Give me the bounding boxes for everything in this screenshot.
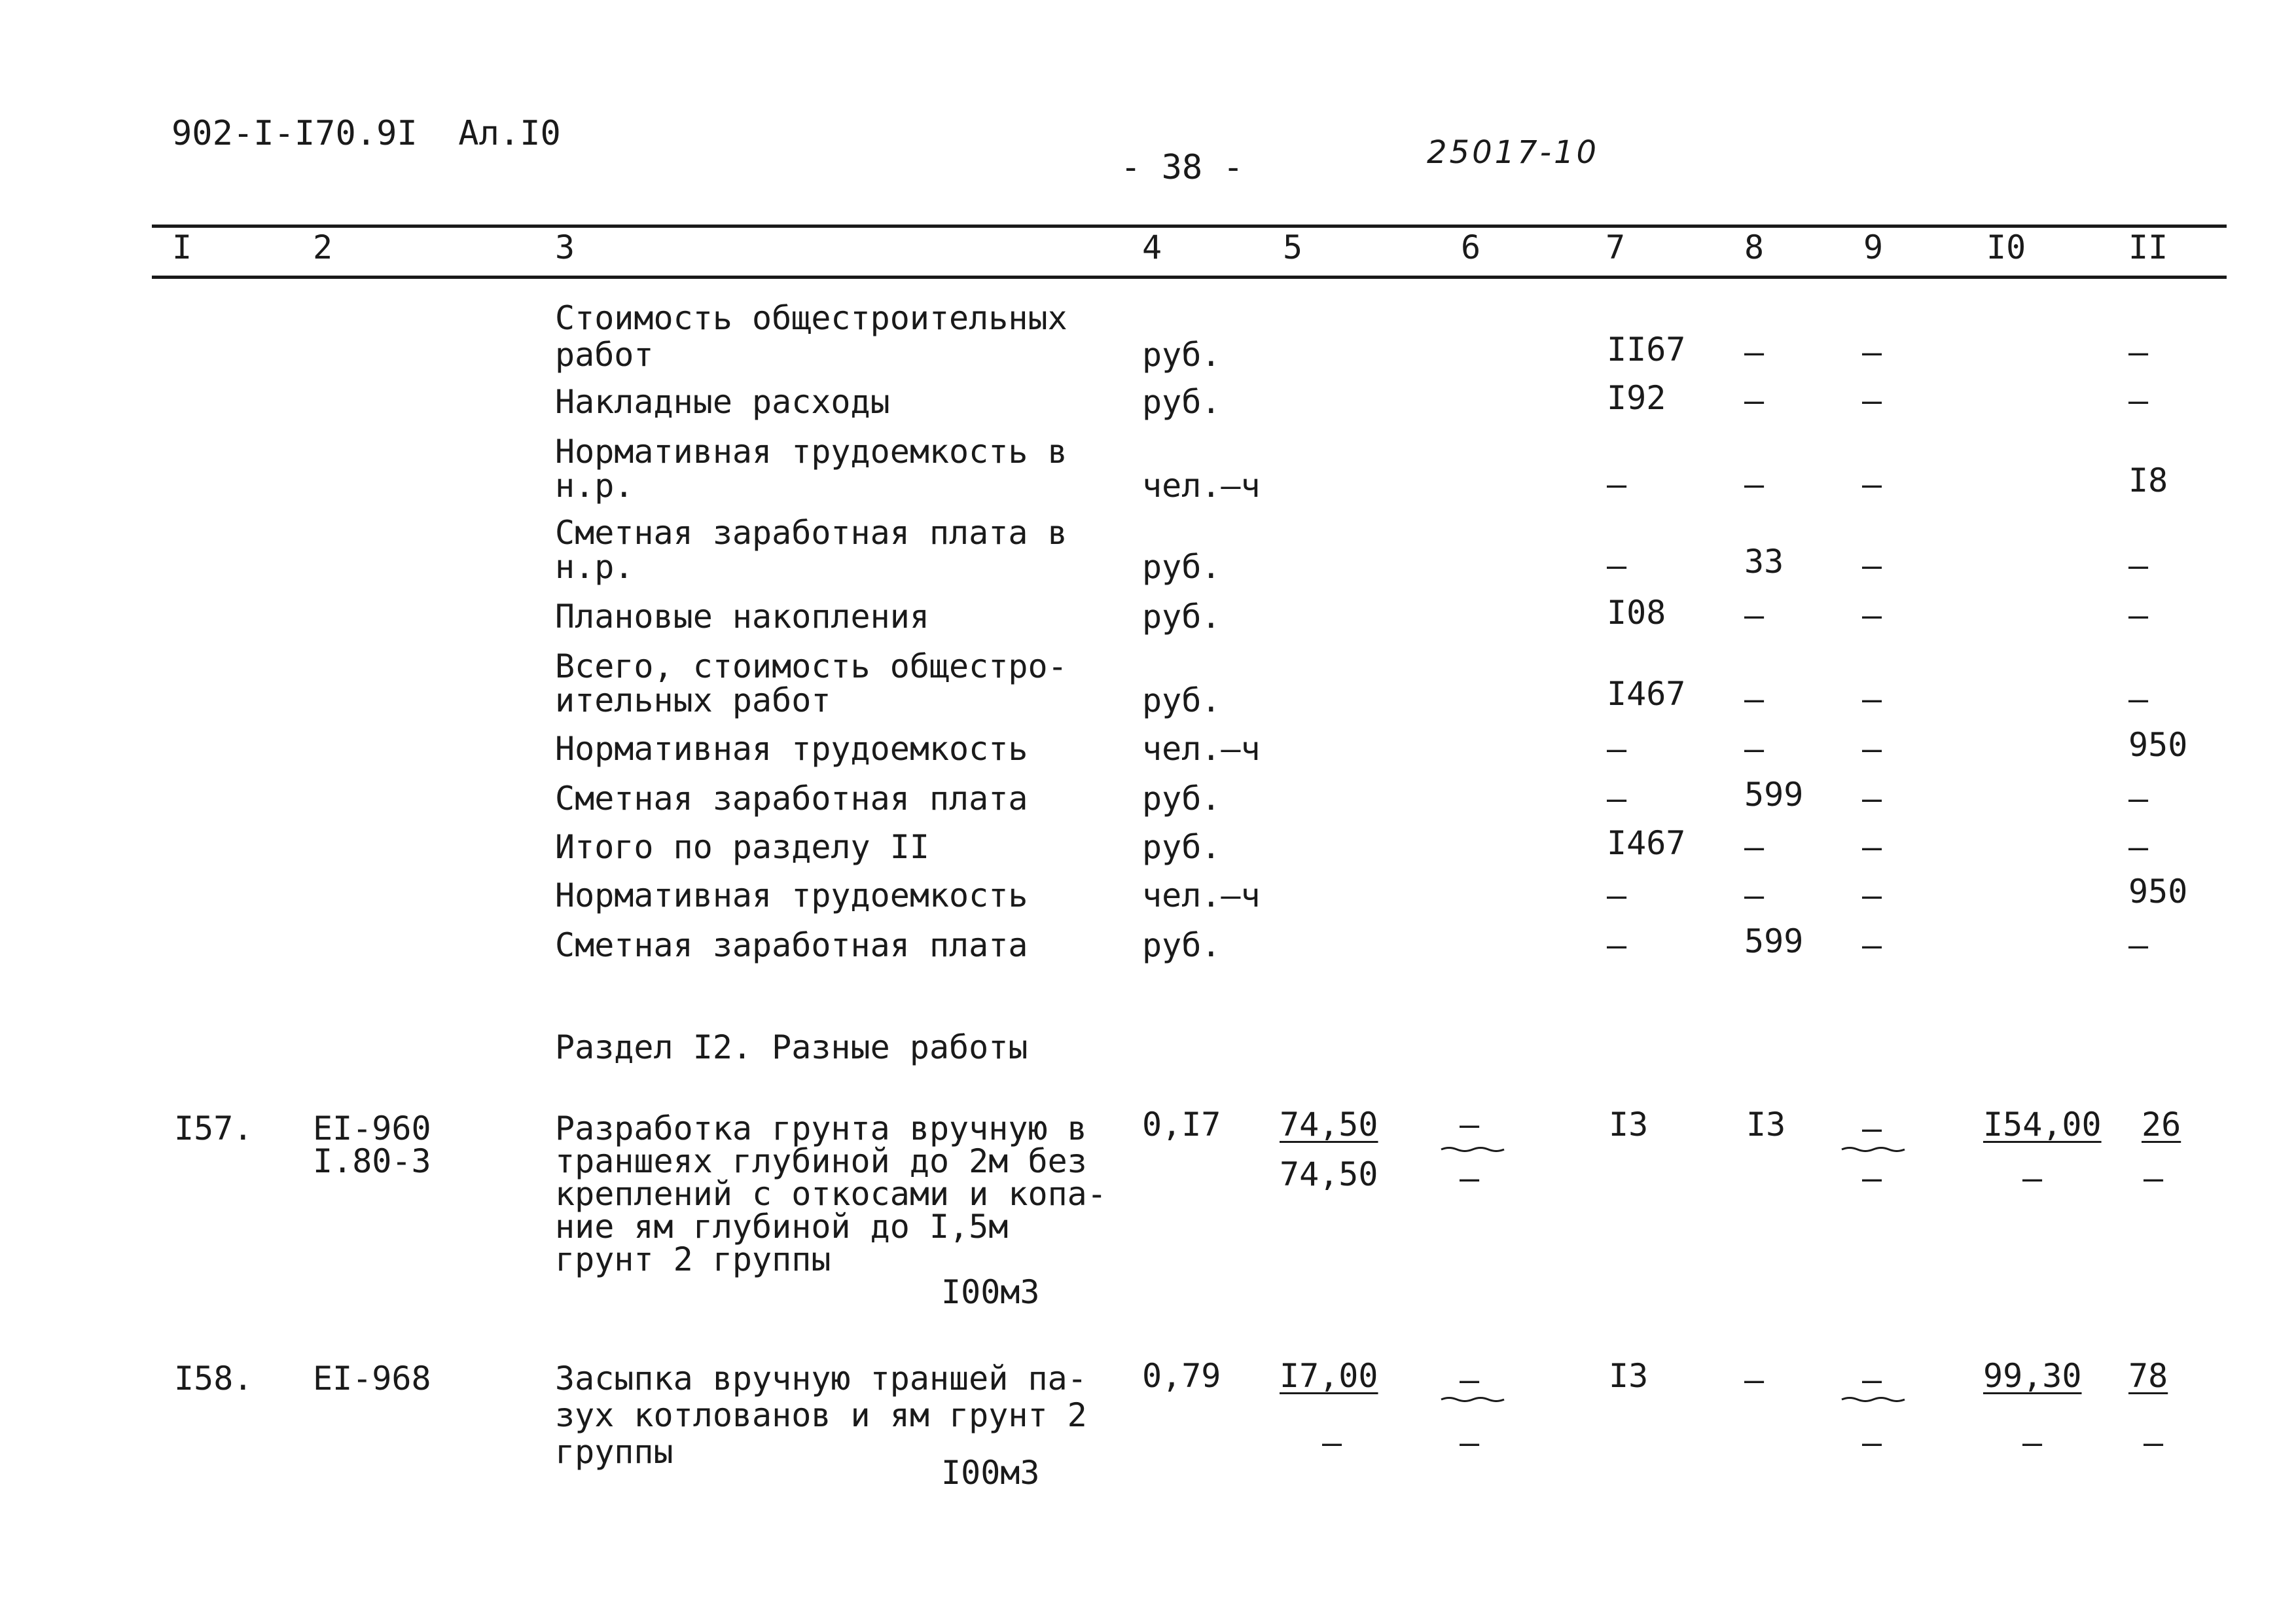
summary-row-col9: – [1862, 730, 1882, 768]
item-col6-bottom: – [1460, 1159, 1480, 1197]
summary-row-col9: – [1862, 382, 1882, 420]
summary-row-unit: руб. [1142, 598, 1221, 636]
item-col10-bottom: – [2022, 1424, 2043, 1462]
item-col9-bottom: – [1862, 1159, 1882, 1197]
summary-row-col11: – [2128, 596, 2149, 634]
summary-row-col8: – [1744, 730, 1765, 768]
handwritten-underline [1840, 1396, 1906, 1402]
summary-row-col7: – [1607, 876, 1627, 914]
item-col5-top: 74,50 [1280, 1106, 1378, 1144]
column-header-8: 8 [1744, 228, 1765, 266]
item-col5-bottom: 74,50 [1280, 1155, 1378, 1193]
item-desc-line: Разработка грунта вручную в [555, 1110, 1087, 1147]
summary-row-col7: II67 [1607, 331, 1686, 369]
summary-row-col7: – [1607, 780, 1627, 818]
summary-row-col9: – [1862, 465, 1882, 503]
summary-row-col9: – [1862, 333, 1882, 371]
item-col11-bottom: – [2144, 1424, 2164, 1462]
summary-row-col11: 950 [2128, 873, 2188, 911]
summary-row-col11: – [2128, 780, 2149, 818]
summary-row-col9: – [1862, 547, 1882, 585]
summary-row-col9: – [1862, 596, 1882, 634]
item-col6-bottom: – [1460, 1424, 1480, 1462]
summary-row-col8: 33 [1744, 543, 1784, 581]
item-measure-unit: I00м3 [941, 1454, 1040, 1492]
item-col11-top: 78 [2128, 1357, 2168, 1395]
item-col8: – [1744, 1361, 1765, 1399]
summary-row-desc: Нормативная трудоемкость в [555, 433, 1067, 471]
summary-row-col11: 950 [2128, 726, 2188, 764]
item-code: I.80-3 [313, 1142, 431, 1180]
item-code: EI-968 [313, 1360, 431, 1398]
summary-row-col11: – [2128, 926, 2149, 964]
summary-row-col8: – [1744, 828, 1765, 866]
item-quantity: 0,I7 [1142, 1106, 1221, 1144]
column-header-10: I0 [1986, 228, 2026, 266]
item-measure-unit: I00м3 [941, 1273, 1040, 1311]
item-col10-top: 99,30 [1983, 1357, 2082, 1395]
summary-row-col8: – [1744, 382, 1765, 420]
summary-row-col7: – [1607, 926, 1627, 964]
item-col11-bottom: – [2144, 1159, 2164, 1197]
summary-row-col7: – [1607, 730, 1627, 768]
summary-row-desc: Сметная заработная плата [555, 780, 1028, 818]
item-number: I57. [174, 1110, 253, 1147]
summary-row-unit: чел.–ч [1142, 876, 1261, 914]
column-header-2: 2 [313, 228, 333, 266]
item-number: I58. [174, 1360, 253, 1398]
summary-row-col8: – [1744, 680, 1765, 718]
item-code: EI-960 [313, 1110, 431, 1147]
item-col5-bottom: – [1322, 1424, 1342, 1462]
summary-row-desc: Накладные расходы [555, 383, 890, 421]
summary-row-desc: н.р. [555, 548, 634, 586]
handwritten-underline [1840, 1146, 1906, 1152]
summary-row-col7: – [1607, 547, 1627, 585]
document-code: 902-I-I70.9I Ал.I0 [171, 114, 561, 153]
summary-row-unit: руб. [1142, 780, 1221, 818]
item-desc-line: креплений с откосами и копа- [555, 1175, 1107, 1213]
item-desc-line: группы [555, 1433, 673, 1471]
summary-row-desc: ительных работ [555, 681, 831, 719]
summary-row-unit: руб. [1142, 828, 1221, 866]
column-header-9: 9 [1863, 228, 1884, 266]
summary-row-col8: – [1744, 333, 1765, 371]
handwritten-underline [1440, 1146, 1505, 1152]
summary-row-unit: руб. [1142, 548, 1221, 586]
summary-row-col8: – [1744, 596, 1765, 634]
item-col7: I3 [1609, 1106, 1649, 1144]
summary-row-col11: – [2128, 333, 2149, 371]
item-col5-top: I7,00 [1280, 1357, 1378, 1395]
summary-row-unit: руб. [1142, 926, 1221, 964]
item-col8: I3 [1746, 1106, 1786, 1144]
item-col9-top: – [1862, 1361, 1882, 1399]
section-heading: Раздел I2. Разные работы [555, 1028, 1028, 1066]
item-desc-line: грунт 2 группы [555, 1240, 831, 1278]
item-col10-bottom: – [2022, 1159, 2043, 1197]
table-header-bottom-rule [152, 276, 2227, 279]
item-desc-line: Засыпка вручную траншей па- [555, 1360, 1087, 1398]
summary-row-col8: 599 [1744, 776, 1804, 814]
summary-row-col8: 599 [1744, 922, 1804, 960]
summary-row-col8: – [1744, 876, 1765, 914]
item-desc-line: траншеях глубиной до 2м без [555, 1142, 1087, 1180]
summary-row-desc: н.р. [555, 467, 634, 505]
summary-row-desc: Итого по разделу II [555, 828, 929, 866]
summary-row-col9: – [1862, 926, 1882, 964]
item-col9-top: – [1862, 1110, 1882, 1147]
item-col10-top: I54,00 [1983, 1106, 2102, 1144]
page-number: - 38 - [1121, 148, 1244, 187]
summary-row-col7: I467 [1607, 675, 1686, 713]
column-header-5: 5 [1283, 228, 1303, 266]
table-top-rule [152, 225, 2227, 228]
column-header-1: I [172, 228, 192, 266]
item-desc-line: ние ям глубиной до I,5м [555, 1208, 1009, 1246]
column-header-7: 7 [1605, 228, 1626, 266]
summary-row-desc: Всего, стоимость общестро- [555, 647, 1067, 685]
item-desc-line: зух котлованов и ям грунт 2 [555, 1396, 1087, 1434]
summary-row-desc: Сметная заработная плата в [555, 514, 1067, 552]
summary-row-desc: Сметная заработная плата [555, 926, 1028, 964]
column-header-11: II [2128, 228, 2168, 266]
column-header-4: 4 [1142, 228, 1162, 266]
summary-row-col9: – [1862, 680, 1882, 718]
summary-row-unit: руб. [1142, 681, 1221, 719]
summary-row-desc: работ [555, 336, 654, 374]
summary-row-col11: I8 [2128, 461, 2168, 499]
summary-row-col9: – [1862, 780, 1882, 818]
summary-row-desc: Нормативная трудоемкость [555, 730, 1028, 768]
item-col6-top: – [1460, 1361, 1480, 1399]
summary-row-col9: – [1862, 828, 1882, 866]
column-header-6: 6 [1461, 228, 1481, 266]
summary-row-unit: чел.–ч [1142, 730, 1261, 768]
item-col9-bottom: – [1862, 1424, 1882, 1462]
summary-row-desc: Плановые накопления [555, 598, 929, 636]
summary-row-unit: чел.–ч [1142, 467, 1261, 505]
handwritten-underline [1440, 1396, 1505, 1402]
item-col11-top: 26 [2142, 1106, 2181, 1144]
summary-row-desc: Стоимость общестроительных [555, 299, 1067, 337]
summary-row-desc: Нормативная трудоемкость [555, 876, 1028, 914]
summary-row-col7: I92 [1607, 379, 1666, 417]
item-col6-top: – [1460, 1106, 1480, 1144]
summary-row-col11: – [2128, 680, 2149, 718]
summary-row-unit: руб. [1142, 336, 1221, 374]
item-quantity: 0,79 [1142, 1357, 1221, 1395]
summary-row-col9: – [1862, 876, 1882, 914]
summary-row-col8: – [1744, 465, 1765, 503]
column-header-3: 3 [555, 228, 575, 266]
summary-row-col7: I08 [1607, 594, 1666, 632]
summary-row-col7: I467 [1607, 824, 1686, 862]
summary-row-col11: – [2128, 547, 2149, 585]
item-col7: I3 [1609, 1357, 1649, 1395]
summary-row-unit: руб. [1142, 383, 1221, 421]
summary-row-col7: – [1607, 465, 1627, 503]
summary-row-col11: – [2128, 382, 2149, 420]
summary-row-col11: – [2128, 828, 2149, 866]
handwritten-archive-code: 25017-10 [1427, 134, 1600, 171]
